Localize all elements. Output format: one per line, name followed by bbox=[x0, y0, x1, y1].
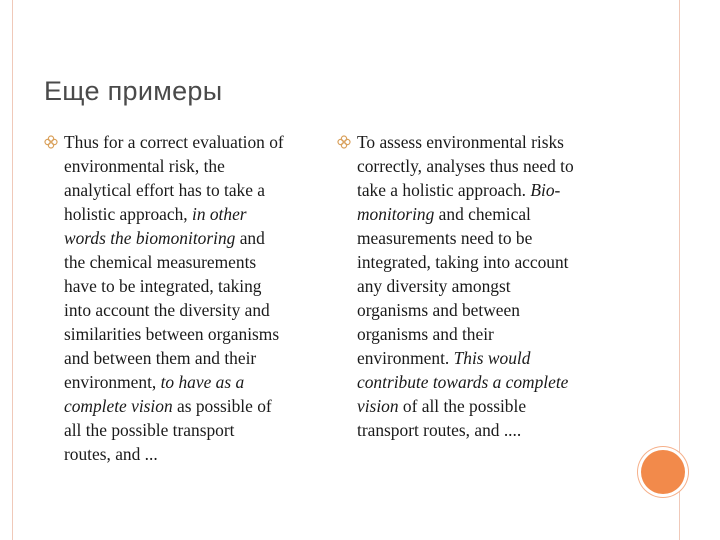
right-line: any diversity amongst bbox=[357, 276, 511, 296]
right-item-text bbox=[357, 130, 615, 442]
left-item-text bbox=[64, 130, 322, 466]
left-line: into account the diversity and bbox=[64, 300, 270, 320]
left-line: words the biomonitoring and bbox=[64, 228, 265, 248]
flower-bullet-icon bbox=[44, 135, 58, 149]
left-line: similarities between organisms bbox=[64, 324, 280, 344]
left-line: the chemical measurements bbox=[64, 252, 257, 272]
flower-bullet-icon bbox=[337, 135, 351, 149]
right-line: correctly, analyses thus need to bbox=[357, 156, 574, 176]
left-line: analytical effort has to take a bbox=[64, 180, 266, 200]
left-line: routes, and ... bbox=[64, 444, 158, 464]
left-line: Thus for a correct evaluation of bbox=[64, 132, 284, 152]
right-line: monitoring and chemical bbox=[357, 204, 531, 224]
right-line: transport routes, and .... bbox=[357, 420, 522, 440]
left-line: environment, to have as a bbox=[64, 372, 245, 392]
right-line: contribute towards a complete bbox=[357, 372, 569, 392]
right-line: organisms and between bbox=[357, 300, 520, 320]
right-line: integrated, taking into account bbox=[357, 252, 569, 272]
slide-title: Еще примеры bbox=[44, 76, 223, 106]
left-line: all the possible transport bbox=[64, 420, 235, 440]
right-line: take a holistic approach. Bio- bbox=[357, 180, 561, 200]
left-line: complete vision as possible of bbox=[64, 396, 272, 416]
decorative-circle bbox=[641, 450, 685, 494]
left-line: environmental risk, the bbox=[64, 156, 225, 176]
left-line: and between them and their bbox=[64, 348, 257, 368]
left-line: have to be integrated, taking bbox=[64, 276, 262, 296]
right-line: To assess environmental risks bbox=[357, 132, 564, 152]
right-line: organisms and their bbox=[357, 324, 494, 344]
right-line: measurements need to be bbox=[357, 228, 533, 248]
right-line: environment. This would bbox=[357, 348, 531, 368]
right-line: vision of all the possible bbox=[357, 396, 527, 416]
left-line: holistic approach, in other bbox=[64, 204, 247, 224]
